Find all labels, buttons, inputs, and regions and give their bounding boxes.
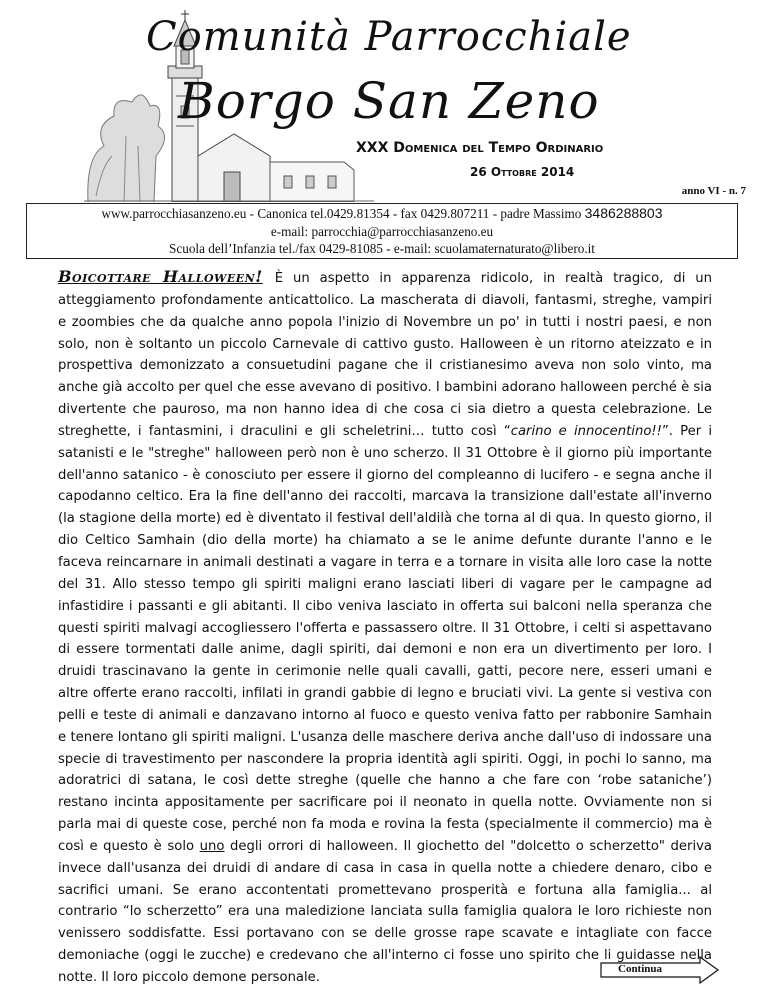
contact-line-1 — [27, 205, 737, 223]
contact-school: Scuola dell’Infanzia tel./fax 0429-81085 - e-mail: scuolamaternaturato@libero.it — [169, 241, 595, 256]
article-body — [58, 266, 712, 989]
contact-email: e-mail: parrocchia@parrocchiasanzeno.eu — [270, 223, 494, 239]
article-text-part1: È un aspetto in apparenza ridicolo, in realtà tragico, di un atteggiamento profondamente anticattolico. La mascherata di diavoli, fantasmi, streghe, vampiri e zoombies che da qualche anno popola l'inizio di Novembre un po' in tutti i nostri paesi, e non solo, non è soltanto un piccolo Carnevale di cattivo gusto. Halloween è un ritorno ateizzato e in prospettiva demonizzato a consuetudini pagane che il cristianesimo aveva non solo vinto, ma anche già accolto per quel che esse avevano di positivo. I bambini adorano halloween perché è sia divertente che pauroso, ma non hanno idea di che cosa ci sia dietro a questa celebrazione. Le streghette, i fantasmini, i draculini e gli scheletrini… tutto così “ — [58, 271, 712, 439]
liturgical-sunday: XXX Domenica del Tempo Ordinario — [356, 140, 604, 156]
article — [58, 266, 712, 989]
masthead-title-line2: Borgo San Zeno — [178, 72, 600, 130]
contact-website-phone: www.parrocchiasanzeno.eu - Canonica tel.0429.81354 - fax 0429.807211 - padre Massimo — [101, 206, 582, 221]
article-headline: Boicottare Halloween! — [58, 267, 263, 286]
issue-date: 26 Ottobre 2014 — [470, 165, 575, 179]
issue-number: anno VI - n. 7 — [681, 185, 746, 197]
article-text-part3: degli orrori di halloween. Il giochetto del "dolcetto o scherzetto" deriva invece dall'usanza dei druidi di andare di casa in casa in quella notte a chiedere denaro, cibo e sacrifici umani. Se erano accontentati promettevano prosperità e fortuna alla famiglia... al contrario “lo scherzetto” era una maledizione lanciata sulla famiglia qualora le loro richieste non venissero soddisfatte. Essi portavano con se delle grosse rape scavate e intagliate con facce demoniache (oggi le zucche) e credevano che all'interno ci fosse uno spirito che li guidasse nella notte. Il loro piccolo demone personale. — [58, 838, 713, 985]
article-text-part2: ”. Per i satanisti e le "streghe" halloween però non è uno scherzo. Il 31 Ottobre è il giorno più importante dell'anno satanico - è conosciuto per essere il giorno del compleanno di lucifero - e segna anche il capodanno celtico. Era la fine dell'anno dei raccolti, marcava la transizione dall'estate all'inverno (la stagione della morte) ed è diventato il festival dell'aldilà che torna al di qua. In questo giorno, il dio Celtico Samhain (dio della morte) ha chiamato a se le anime defunte durante l'anno e le faceva reincarnare in animali destinati a vagare in terra e a tornare in visita alle loro case la notte del 31. Allo stesso tempo gli spiriti maligni erano lasciati liberi di vagare per le campagne ad infastidire i passanti e gli abitanti. Il cibo veniva lasciato in offerta sui balconi nella speranza che questi spiriti malvagi accogliessero l'offerta e passassero oltre. Il 31 Ottobre, i celti si aspettavano di essere tormentati dalle anime, dagli spiriti, dai demoni e non era un divertimento per loro. I druidi trascinavano la gente in cerimonie nelle quali cavalli, gatti, pecore nere, esseri umani e altre offerte erano raccolti, infilati in grandi gabbie di legno e bruciati vivi. La gente si vestiva con pelli e teste di animali e danzavano intorno al fuoco e questo veniva fatto per rabbonire Samhain e tenere lontano gli spiriti maligni. L'usanza delle maschere deriva anche dall'uso di indossare una specie di travestimento per nascondere la propria identità agli spiriti. Oggi, in pochi lo sanno, ma adoratrici di satana, le così dette streghe (quelle che hanno a che fare con ‘robe sataniche’) restano incinta appositamente per sacrificare poi il neonato in quella notte. Ovviamente non si parla mai di queste cose, perché non fa moda e rovina la festa (specialmente il commercio) ma è così e questo è solo — [58, 423, 712, 854]
article-text-italic: carino e innocentino!! — [510, 423, 662, 439]
contact-box — [26, 203, 738, 259]
continue-label[interactable]: Continua — [618, 963, 663, 975]
article-text-underline: uno — [199, 838, 225, 854]
contact-mobile: 3486288803 — [584, 205, 663, 221]
masthead-title-line1: Comunità Parrocchiale — [146, 14, 632, 60]
